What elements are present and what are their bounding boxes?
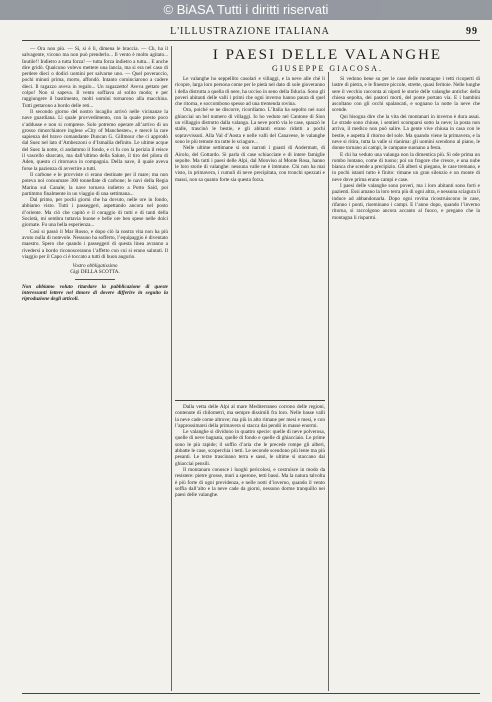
paragraph: Dalla vetta delle Alpi al mare Mediterraneo corrono delle regioni, contenute di chilometri, ma sempre dissimili fra loro. Nelle basse valli la neve cade come altrove; ma più in alto rimane per mesi e mesi, e con l’approssimarsi della primavera si stacca dai pendii in masse enormi.	[175, 404, 325, 429]
page-header	[22, 24, 478, 38]
section-divider	[175, 400, 325, 401]
signature-names: Gigi DELLA SCOTTA.	[70, 269, 120, 276]
left-column	[22, 46, 168, 691]
middle-column-bottom	[175, 404, 325, 691]
paragraph: Si vedono bene su per le case delle montagne i tetti ricoperti di lastre di pietra, e le finestre piccole, strette, quasi feritoie. Nelle lunghe sere il vecchio racconta ai nipoti le storie delle valanghe antiche: della chiesa sepolta, dei pastori morti, del ponte portato via. E i bambini ascoltano con gli occhi spalancati, e sognano la notte la neve che scende.	[332, 76, 480, 114]
middle-column-top	[175, 76, 325, 396]
column-separator-right	[328, 72, 329, 691]
paragraph: I paesi delle valanghe sono poveri, ma i loro abitanti sono forti e pazienti. Essi amano la loro terra più di ogni altra, e nessuna sciagura li induce ad abbandonarla. Dopo ogni rovina ricostruiscono le case, rifanno i ponti, riseminano i campi. E l’anno dopo, quando l’inverno ritorna, si raccolgono ancora accanto al fuoco, e pregano che la montagna li risparmi.	[332, 183, 480, 221]
paragraph: Le valanghe si dividono in quattro specie: quelle di neve polverosa, quelle di neve bagnata, quelle di fondo e quelle di ghiacciaio. Le prime sono le più rapide; il soffio d’aria che le precede rompe gli alberi, abbatte le case, scoperchia i tetti. Le seconde scendono più lente ma più pesanti. Le terze trascinano terra e sassi, le ultime si staccano dai ghiacciai pensili.	[175, 429, 325, 467]
watermark: © BiASA Tutti i diritti riservati	[0, 0, 492, 20]
divider	[75, 279, 115, 280]
article-title: I PAESI DELLE VALANGHE	[212, 47, 443, 63]
paragraph: Ora, poiché se ne discorre, ricordiamo. L’Italia ha sepolto nei suoi ghiacciai un bel numero di villaggi. Io ho veduto nel Cantone di Sion un villaggio distrutto dalla valanga. La neve portò via le case, spazzò le stalle, trascinò le bestie, e gli abitanti erano ridotti a pochi sopravvissuti. Alla Val d’Aosta e nelle valli del Canavese, le valanghe sono le più temute tra tutte le sciagure...	[175, 107, 325, 145]
signature: Vostro obbligatissimo	[72, 263, 118, 270]
paragraph: Il secondo giorno del nostro incaglio arrivò nelle vicinanze la nave guardiana. Lì quale provvedimento, con la quale presto poco s’addusse e non si comprese. Solo potremo operare all’arrivo di un grosso rimorchiatore inglese «City of Manchester», e mercè la rare sapienza del bravo comandante Duncan G. Gillmour che ci approdò dal Suez nel lato d’Ambezzoni o d’Ismailia definito. Le ultime acque del Suez la notte, ci andammo il fondo, e ci fu con la perizia il reisce il vascello sbarcato, ma dall’ultimo della Salute, il tiro del pilota di Aden, questo ci ritornava in compagnia. Della nave, il quale aveva forse la pazienza di avvertire a tutti.	[22, 108, 168, 172]
page-number: 99	[466, 25, 478, 37]
paragraph: — Ora non più. — Sì, si è lì, dimena le braccia. — Ch, ha il salvagente, vicono ma non può prenderlo... Il vento è molto agitato... Inutile!! Indietro a tutta forza! — tutta forza indietro a tutta... E anche dire gridò. Qualcuno volevo mettere una lancia, ma si era nel caso di perdere dieci o dodici uomini per salvarne uno. — Quel poveraccio, pochi minuti prima, morto, affondò. Intanto cominciarono a cadere dieci. Il ragazzo aveva in regalo... Un ragazzetto! Aveva gettato per colpo! Non si sapeva. Il vento soffiava al solito modo; e per raggiungere il bastimento, molti uomini tornarono alla macchina. Tutti gettarono a bordo delle reti...	[22, 46, 168, 109]
paragraph: Qui bisogna dire che la vita dei montanari in inverno è dura assai. Le strade sono chiuse, i sentieri scomparsi sotto la neve; la posta non arriva, il medico non può salire. La gente vive chiusa in casa con le bestie, e aspetta il ritorno del sole. Ma quando viene la primavera, e la neve si ritira, tutta la valle si rianima: gli uomini scendono al piano, le donne tornano ai campi, le campane suonano a festa.	[332, 113, 480, 152]
paragraph: Il carbone e le provviste ci erano destinate per il mare; ma non poteva noi consumare 300 tonnellate di carbone; le navi della Regia Marina sul Canale; la nave tornava indietro a Porto Said, poi partimmo finalmente in un viaggio di una settimana...	[22, 171, 168, 197]
header-rule	[22, 40, 480, 41]
footer-rule	[22, 693, 480, 694]
paragraph: Il montanaro conosce i luoghi pericolosi, e costruisce in modo da resistere: pietre grosse, muri a sperone, tetti bassi. Ma la natura talvolta è più forte di ogni previdenza, e nelle notti d’inverno, quando il vento soffia dall’alto e la neve cade da giorni, nessuno dorme tranquillo nei paesi delle valanghe.	[175, 466, 325, 499]
right-column	[332, 76, 480, 691]
article-author: GIUSEPPE GIACOSA.	[272, 64, 383, 73]
editor-note: Non abbiamo voluto ritardare la pubblicazione di queste interessanti lettere nel timore di dovere differire in seguito la riproduzione degli articoli.	[22, 283, 168, 303]
paragraph: Dal primo, per pochi giorni che ha dovuto, nelle ore in fondo, abbiamo visto. Tutti i passeggeri, aspettando ancora nel posto d’oriente. Ma ciò che capitò e il coraggio di tutti e di tanti della Società, mi sembra tuttavia buone e belle ore ben spese nelle dolci giornate. Fu una bella esperienza...	[22, 197, 168, 229]
column-separator-left	[171, 46, 172, 691]
paragraph: Le valanghe ho seppellito casolari e villaggi, e la neve alle ché li ricopre, larga loro persona come per le pietà nel dato di sole gioveranno i della distrutta a quella di nere, ha ucciso in seno della fiducia. Sono gli poveri abitanti delle valli i primi che ogni inverno hanno paura di quel che ritorna, e soccombono spesso ad una tremenda rovina.	[175, 76, 325, 108]
journal-title: L'ILLUSTRAZIONE ITALIANA	[170, 25, 330, 37]
paragraph: Nelle ultime settimane si son narrati i guasti di Andermatt, di Airolo, del Gottardo. Si parla di case schiacciate e di intere famiglie sepolte. Ma tutti i paesi delle Alpi, dal Monviso al Monte Rosa, hanno le loro storie di valanghe: nessuna valle ne è immune. Chi non ha mai visto, in primavera, i cumuli di neve precipitata, con tronchi spezzati e massi, non sa quanto forte sia questa forza.	[175, 145, 325, 183]
paragraph: E chi ha veduto una valanga non la dimentica più. Si ode prima un rombo lontano, come di tuono; poi un fragore che cresce, e una nube bianca che scende a precipizio. Gli alberi si piegano, le case tremano, e in pochi istanti tutto è finito: rimane un gran silenzio e un monte di neve dove prima erano campi e case.	[332, 151, 480, 183]
paragraph: Così si passò il Mar Rosso, e dopo ciò la nostra vita non ha più avuto nulla di notevole. Nessuno ha sofferto, l’equipaggio è diventato maestro. Spero che quando i passeggeri di questa linea avranno a rivedersi a bordo riconosceranno l’affetto con cui si erano salutati. Il viaggio per il Capo ci è toccato a tutti di buon augurio.	[22, 228, 168, 260]
